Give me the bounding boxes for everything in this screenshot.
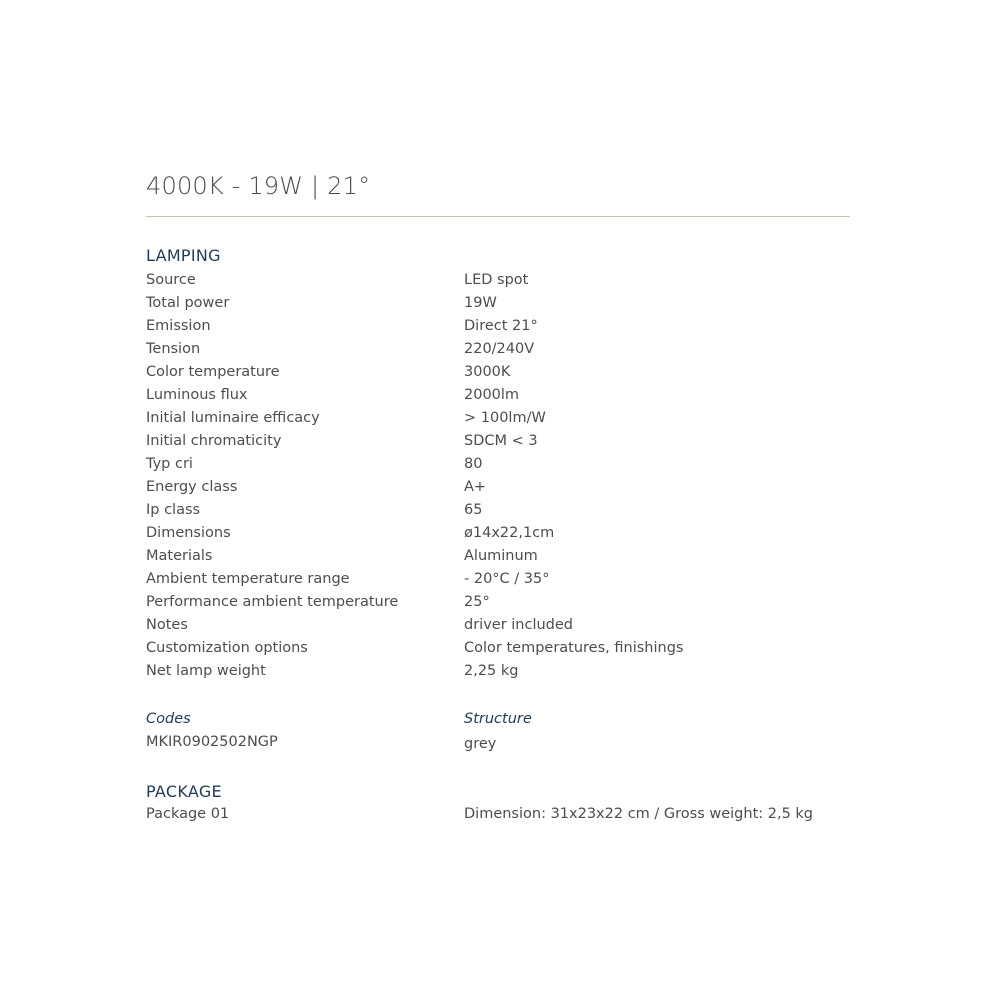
spec-value: > 100lm/W [464, 410, 546, 426]
spec-value: 3000K [464, 364, 511, 380]
spec-row [146, 614, 850, 637]
spec-label: Net lamp weight [146, 663, 266, 679]
spec-label: Tension [146, 341, 201, 357]
spec-row [146, 361, 850, 384]
package-value: Dimension: 31x23x22 cm / Gross weight: 2,5 kg [464, 806, 814, 822]
package-label: Package 01 [146, 806, 230, 822]
spec-row [146, 660, 850, 683]
spec-value: A+ [464, 479, 487, 495]
spec-value: 2,25 kg [464, 663, 519, 679]
codes-value: MKIR0902502NGP [146, 734, 278, 750]
spec-value: 19W [464, 295, 497, 311]
spec-row [146, 269, 850, 292]
spec-row [146, 499, 850, 522]
spec-value: Color temperatures, finishings [464, 640, 684, 656]
spec-value: ø14x22,1cm [464, 525, 555, 541]
spec-row [146, 545, 850, 568]
spec-value: Aluminum [464, 548, 538, 564]
spec-value: driver included [464, 617, 574, 633]
spec-row [146, 637, 850, 660]
codes-label: Codes [146, 711, 191, 727]
spec-label: Energy class [146, 479, 238, 495]
page-title: 4000K - 19W | 21° [146, 172, 371, 200]
spec-row [146, 407, 850, 430]
spec-row [146, 292, 850, 315]
spec-value: 220/240V [464, 341, 535, 357]
spec-label: Emission [146, 318, 211, 334]
spec-label: Color temperature [146, 364, 280, 380]
spec-value: SDCM < 3 [464, 433, 538, 449]
spec-value: 25° [464, 594, 490, 610]
spec-label: Notes [146, 617, 188, 633]
structure-label: Structure [464, 711, 532, 727]
spec-value: 65 [464, 502, 483, 518]
spec-label: Ip class [146, 502, 201, 518]
spec-value: - 20°C / 35° [464, 571, 550, 587]
spec-label: Source [146, 272, 196, 288]
spec-label: Typ cri [146, 456, 193, 472]
spec-row [146, 591, 850, 614]
spec-value: Direct 21° [464, 318, 538, 334]
spec-row [146, 522, 850, 545]
spec-value: 2000lm [464, 387, 520, 403]
lamping-heading: LAMPING [146, 246, 221, 265]
spec-row [146, 384, 850, 407]
spec-label: Initial chromaticity [146, 433, 282, 449]
spec-row [146, 338, 850, 361]
spec-row [146, 430, 850, 453]
spec-label: Initial luminaire efficacy [146, 410, 320, 426]
spec-label: Customization options [146, 640, 308, 656]
structure-value: grey [464, 736, 497, 752]
spec-label: Total power [146, 295, 230, 311]
spec-row [146, 476, 850, 499]
spec-row [146, 315, 850, 338]
spec-label: Performance ambient temperature [146, 594, 399, 610]
title-divider [146, 216, 850, 217]
spec-label: Dimensions [146, 525, 231, 541]
spec-label: Ambient temperature range [146, 571, 350, 587]
spec-row [146, 453, 850, 476]
spec-value: LED spot [464, 272, 529, 288]
spec-value: 80 [464, 456, 483, 472]
spec-label: Materials [146, 548, 213, 564]
spec-row [146, 568, 850, 591]
package-heading: PACKAGE [146, 782, 222, 801]
lamping-spec-list [146, 269, 850, 683]
spec-label: Luminous flux [146, 387, 248, 403]
